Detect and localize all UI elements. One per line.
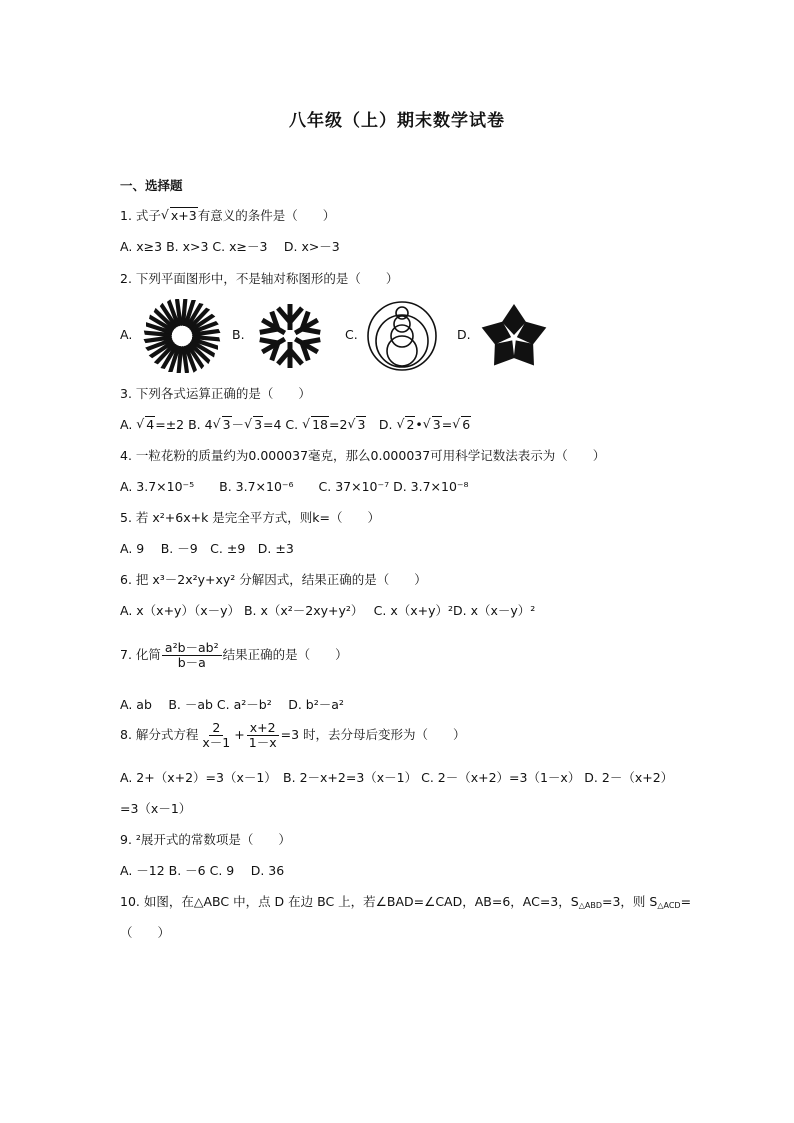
radicand: 3 <box>222 417 231 432</box>
sqrt-expression <box>423 416 442 434</box>
q10-text: 10. 如图，在△ABC 中，点 D 在边 BC 上，若∠BAD=∠CAD，AB=6，AC=3，S <box>120 894 579 909</box>
sqrt-expression <box>161 207 198 225</box>
question-10 <box>120 893 691 915</box>
q8-options-line2: =3（x－1） <box>120 801 192 816</box>
numerator: a²b－ab² <box>162 641 222 656</box>
q3-text: =±2 B. 4 <box>155 417 213 432</box>
fraction <box>199 721 233 750</box>
q8-suffix: =3 时，去分母后变形为（ ） <box>280 727 466 742</box>
question-3: 3. 下列各式运算正确的是（ ） <box>120 386 311 401</box>
q7-suffix: 结果正确的是（ ） <box>222 647 348 662</box>
q1-radicand: x+3 <box>170 208 197 223</box>
page-title: 八年级（上）期末数学试卷 <box>289 111 505 131</box>
q2-label-d: D. <box>457 327 471 342</box>
q1-options: A. x≥3 B. x>3 C. x≥－3 D. x>－3 <box>120 239 340 254</box>
question-1 <box>120 207 335 225</box>
radicand: 18 <box>312 417 328 432</box>
q8-options-line1: A. 2+（x+2）=3（x－1） B. 2－x+2=3（x－1） C. 2－（x+2）=3（1－x） D. 2－（x+2） <box>120 770 674 785</box>
q2-label-c: C. <box>345 327 358 342</box>
radicand: 3 <box>357 417 366 432</box>
plus-sign: + <box>234 727 245 742</box>
numerator: x+2 <box>247 721 279 736</box>
numerator: 2 <box>209 721 223 736</box>
q10-answer-blank: （ ） <box>120 925 171 940</box>
q1-suffix: 有意义的条件是（ ） <box>197 208 336 223</box>
fraction <box>246 721 280 750</box>
subscript: △ABD <box>578 901 602 910</box>
q3-text: =2 <box>329 417 348 432</box>
q3-text: = <box>441 417 453 432</box>
sqrt-expression <box>244 416 263 434</box>
question-6: 6. 把 x³－2x²y+xy² 分解因式，结果正确的是（ ） <box>120 572 427 587</box>
q10-text: =3，则 S <box>601 894 658 909</box>
sqrt-expression <box>302 416 329 434</box>
q3-text: • <box>415 417 423 432</box>
denominator: 1－x <box>248 735 277 750</box>
q9-options: A. －12 B. －6 C. 9 D. 36 <box>120 863 285 878</box>
q10-text: = <box>680 894 692 909</box>
question-5: 5. 若 x²+6x+k 是完全平方式，则k=（ ） <box>120 510 381 525</box>
sqrt-expression <box>452 416 471 434</box>
q5-options: A. 9 B. －9 C. ±9 D. ±3 <box>120 541 294 556</box>
radicand: 4 <box>146 417 155 432</box>
q4-options: A. 3.7×10⁻⁵ B. 3.7×10⁻⁶ C. 37×10⁻⁷ D. 3.7×10⁻⁸ <box>120 479 469 494</box>
radicand: 2 <box>406 417 415 432</box>
snowflake-arrows-figure <box>248 299 332 373</box>
q3-opt-a-prefix: A. <box>120 417 137 432</box>
q3-options <box>120 416 471 434</box>
q3-text: － <box>231 417 245 432</box>
q1-prefix: 1. 式子 <box>120 208 161 223</box>
sqrt-expression <box>213 416 232 434</box>
q3-text: =4 C. <box>263 417 303 432</box>
question-7 <box>120 640 348 670</box>
q6-options: A. x（x+y）（x－y） B. x（x²－2xy+y²） C. x（x+y）²D. x（x－y）² <box>120 603 536 618</box>
nested-circles-figure <box>360 299 444 373</box>
q2-label-b: B. <box>232 327 245 342</box>
question-2: 2. 下列平面图形中，不是轴对称图形的是（ ） <box>120 271 399 286</box>
sqrt-expression <box>136 416 155 434</box>
section-heading: 一、选择题 <box>120 178 183 193</box>
question-8 <box>120 720 466 750</box>
sqrt-expression <box>347 416 366 434</box>
denominator: b－a <box>177 655 206 670</box>
q8-prefix: 8. 解分式方程 <box>120 727 199 742</box>
question-9: 9. ²展开式的常数项是（ ） <box>120 832 291 847</box>
denominator: x－1 <box>202 735 231 750</box>
q7-options: A. ab B. －ab C. a²－b² D. b²－a² <box>120 697 344 712</box>
pentagon-petals-figure <box>472 299 556 373</box>
radicand: 3 <box>254 417 263 432</box>
q2-label-a: A. <box>120 327 133 342</box>
subscript: △ACD <box>657 901 681 910</box>
circle-of-bars-figure <box>140 299 224 373</box>
fraction <box>162 641 222 670</box>
q3-text: D. <box>366 417 397 432</box>
radicand: 6 <box>462 417 471 432</box>
radicand: 3 <box>432 417 441 432</box>
sqrt-expression <box>396 416 415 434</box>
q7-prefix: 7. 化简 <box>120 647 161 662</box>
question-4: 4. 一粒花粉的质量约为0.000037毫克，那么0.000037可用科学记数法表示为（ ） <box>120 448 606 463</box>
